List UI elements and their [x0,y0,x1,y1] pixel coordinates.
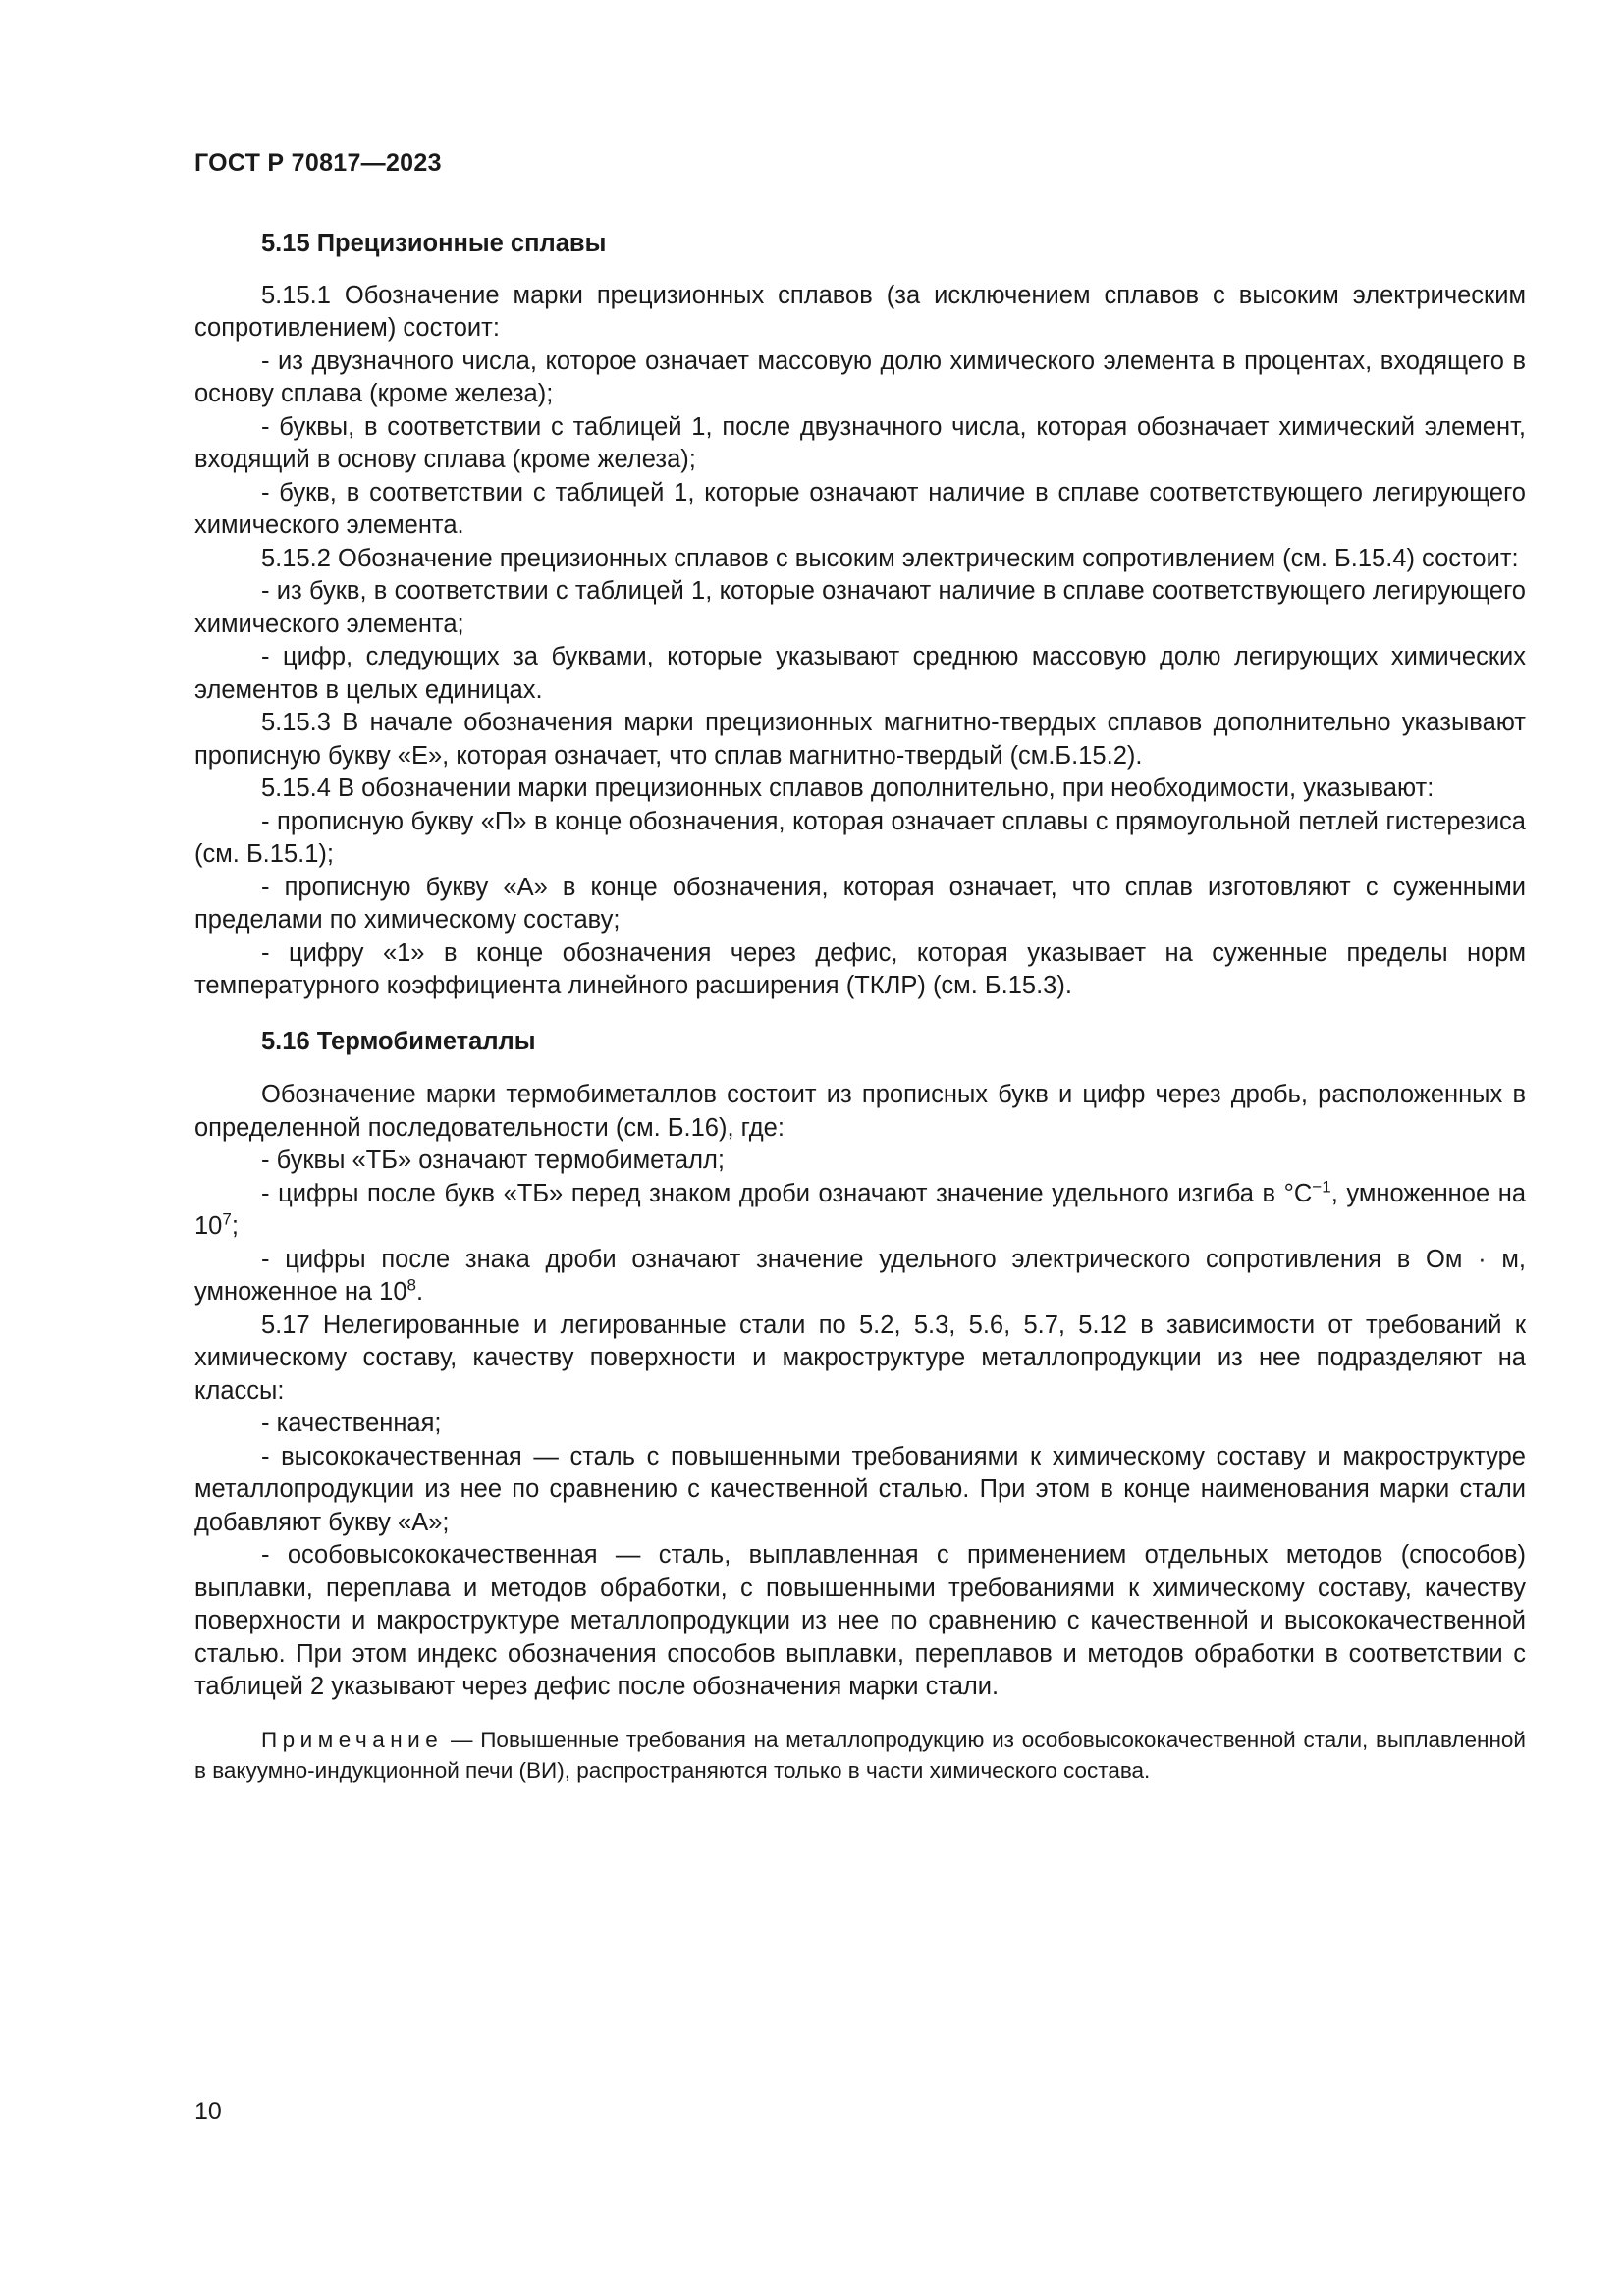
page-number: 10 [194,2098,222,2125]
superscript: 7 [222,1209,232,1229]
paragraph-5-15-2: 5.15.2 Обозначение прецизионных сплавов с высоким электрическим сопротивлением (см. Б.15.4) состоит: [261,544,1519,572]
list-item: - высококачественная — сталь с повышенными требованиями к химическому составу и макроструктуре металлопродукции из нее по сравнению с качественной сталью. При этом в конце наименования марки стали добавляют букву «А»; [194,1442,1526,1536]
list-item: - буквы «ТБ» означают термобиметалл; [261,1147,725,1174]
paragraph-5-16: Обозначение марки термобиметаллов состоит из прописных букв и цифр через дробь, расположенных в определенной последовательности (см. Б.16), где: [194,1081,1526,1142]
list-item-text: - цифры после букв «ТБ» перед знаком дроби означают значение удельного изгиба в °С [261,1179,1313,1207]
paragraph-5-17: 5.17 Нелегированные и легированные стали по 5.2, 5.3, 5.6, 5.7, 5.12 в зависимости от требований к химическому составу, качеству поверхности и макроструктуре металлопродукции из нее подразделяют на классы: [194,1310,1526,1405]
list-item-resistivity [194,1244,1526,1309]
list-item: - качественная; [261,1410,442,1437]
section-heading-5-16: 5.16 Термобиметаллы [261,1027,536,1055]
list-item: - прописную букву «П» в конце обозначения, которая означает сплавы с прямоугольной петлей гистерезиса (см. Б.15.1); [194,807,1526,868]
paragraph-5-15-1: 5.15.1 Обозначение марки прецизионных сплавов (за исключением сплавов с высоким электрическим сопротивлением) состоит: [194,281,1526,342]
list-item-text: . [416,1278,424,1306]
paragraph-5-15-4: 5.15.4 В обозначении марки прецизионных сплавов дополнительно, при необходимости, указывают: [261,774,1435,802]
list-item: - буквы, в соответствии с таблицей 1, после двузначного числа, которая обозначает химический элемент, входящий в основу сплава (кроме железа); [194,412,1526,473]
list-item-specific-bend [194,1178,1526,1244]
superscript: −1 [1312,1177,1331,1196]
paragraph-5-15-3: 5.15.3 В начале обозначения марки прецизионных магнитно-твердых сплавов дополнительно указывают прописную букву «Е», которая означает, что сплав магнитно-твердый (см.Б.15.2). [194,709,1526,770]
list-item-text: , умноженное на 10 [194,1179,1526,1240]
list-item: - из двузначного числа, которое означает массовую долю химического элемента в процентах, входящего в основу сплава (кроме железа); [194,347,1526,407]
section-heading-5-15: 5.15 Прецизионные сплавы [261,230,607,257]
note-text: — Повышенные требования на металлопродукцию из особовысококачественной стали, выплавленной в вакуумно-индукционной печи (ВИ), распространяются только в части химического состава. [194,1727,1526,1783]
list-item: - прописную букву «А» в конце обозначения, которая означает, что сплав изготовляют с суженными пределами по химическому составу; [194,873,1526,934]
list-item: - цифру «1» в конце обозначения через дефис, которая указывает на суженные пределы норм температурного коэффициента линейного расширения (ТКЛР) (см. Б.15.3). [194,938,1526,999]
note [194,1725,1526,1786]
list-item-text: ; [231,1212,239,1240]
document-code: ГОСТ Р 70817—2023 [194,149,442,177]
list-item: - букв, в соответствии с таблицей 1, которые означают наличие в сплаве соответствующего легирующего химического элемента. [194,478,1526,539]
note-label: Примечание [261,1727,444,1752]
superscript: 8 [406,1275,417,1295]
list-item: - особовысококачественная — сталь, выплавленная с применением отдельных методов (способов) выплавки, переплава и методов обработки, с повышенными требованиями к химическому составу, качеству поверхности и макроструктуре металлопродукции из нее по сравнению с качественной и высококачественной сталью. При этом индекс обозначения способов выплавки, переплавов и методов обработки в соответствии с таблицей 2 указывают через дефис после обозначения марки стали. [194,1541,1526,1700]
list-item-text: - цифры после знака дроби означают значение удельного электрического сопротивления в Ом · м, умноженное на 10 [194,1245,1526,1306]
document-body [194,228,1526,1807]
list-item: - цифр, следующих за буквами, которые указывают среднюю массовую долю легирующих химических элементов в целых единицах. [194,643,1526,704]
list-item: - из букв, в соответствии с таблицей 1, которые означают наличие в сплаве соответствующего легирующего химического элемента; [194,577,1526,638]
